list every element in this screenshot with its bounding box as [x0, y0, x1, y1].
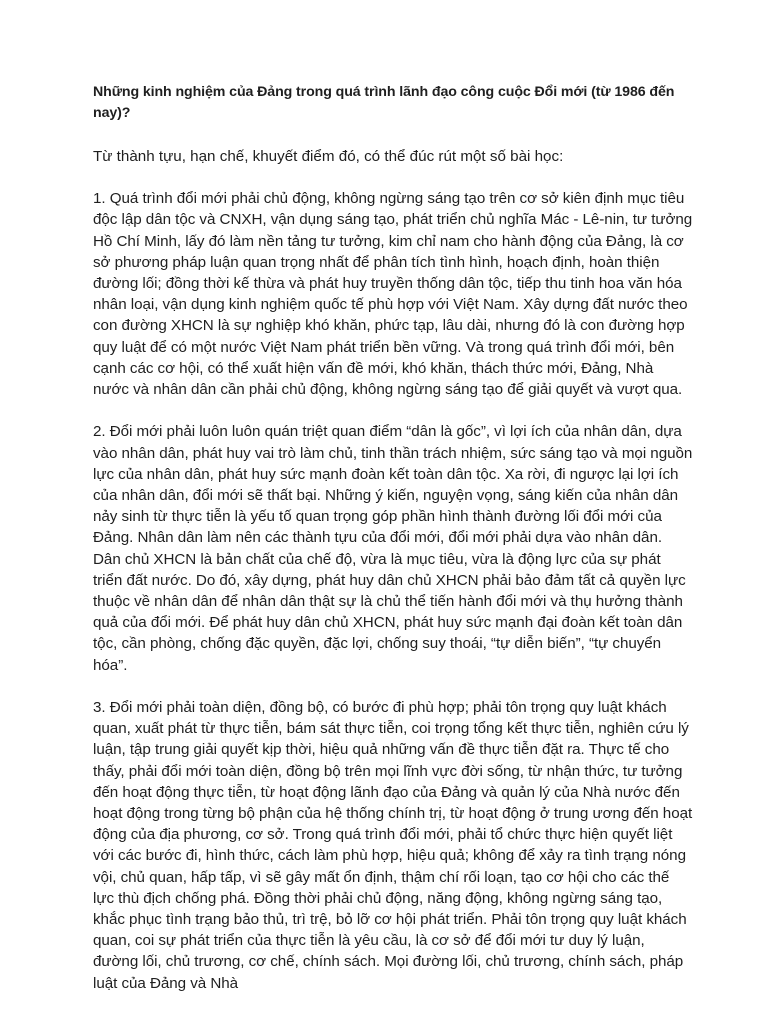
- paragraph-2: 2. Đổi mới phải luôn luôn quán triệt quan điểm “dân là gốc”, vì lợi ích của nhân dân, dựa vào nhân dân, phát huy vai trò làm chủ, tinh thần trách nhiệm, sức sáng tạo và mọi nguồn lực của nhân dân, phát huy sức mạnh đoàn kết toàn dân tộc. Xa rời, đi ngược lại lợi ích của nhân dân, đổi mới sẽ thất bại. Những ý kiến, nguyện vọng, sáng kiến của nhân dân nảy sinh từ thực tiễn là yếu tố quan trọng góp phần hình thành đường lối đổi mới của Đảng. Nhân dân làm nên các thành tựu của đổi mới, đổi mới phải dựa vào nhân dân. Dân chủ XHCN là bản chất của chế độ, vừa là mục tiêu, vừa là động lực của sự phát triển đất nước. Do đó, xây dựng, phát huy dân chủ XHCN phải bảo đảm tất cả quyền lực thuộc về nhân dân để nhân dân thật sự là chủ thể tiến hành đổi mới và thụ hưởng thành quả của đổi mới. Để phát huy dân chủ XHCN, phát huy sức mạnh đại đoàn kết toàn dân tộc, cần phòng, chống đặc quyền, đặc lợi, chống suy thoái, “tự diễn biến”, “tự chuyển hóa”.: [93, 423, 693, 674]
- document-page: [93, 82, 693, 1015]
- paragraph-3: 3. Đổi mới phải toàn diện, đồng bộ, có bước đi phù hợp; phải tôn trọng quy luật khách quan, xuất phát từ thực tiễn, bám sát thực tiễn, coi trọng tổng kết thực tiễn, nghiên cứu lý luận, tập trung giải quyết kịp thời, hiệu quả những vấn đề thực tiễn đặt ra. Thực tế cho thấy, phải đổi mới toàn diện, đồng bộ trên mọi lĩnh vực đời sống, từ nhận thức, tư tưởng đến hoạt động thực tiễn, từ hoạt động lãnh đạo của Đảng và quản lý của Nhà nước đến hoạt động trong từng bộ phận của hệ thống chính trị, từ hoạt động ở trung ương đến hoạt động của địa phương, cơ sở. Trong quá trình đổi mới, phải tổ chức thực hiện quyết liệt với các bước đi, hình thức, cách làm phù hợp, hiệu quả; không để xảy ra tình trạng nóng vội, chủ quan, hấp tấp, vì sẽ gây mất ổn định, thậm chí rối loạn, tạo cơ hội cho các thế lực thù địch chống phá. Đồng thời phải chủ động, năng động, không ngừng sáng tạo, khắc phục tình trạng bảo thủ, trì trệ, bỏ lỡ cơ hội phát triển. Phải tôn trọng quy luật khách quan, coi sự phát triển của thực tiễn là yêu cầu, là cơ sở để đổi mới tư duy lý luận, đường lối, chủ trương, cơ chế, chính sách. Mọi đường lối, chủ trương, chính sách, pháp luật của Đảng và Nhà: [93, 699, 693, 992]
- document-title: Những kinh nghiệm của Đảng trong quá trình lãnh đạo công cuộc Đổi mới (từ 1986 đến nay)?: [93, 84, 675, 121]
- document-intro: Từ thành tựu, hạn chế, khuyết điểm đó, có thể đúc rút một số bài học:: [93, 148, 564, 165]
- paragraph-1: 1. Quá trình đổi mới phải chủ động, không ngừng sáng tạo trên cơ sở kiên định mục tiêu độc lập dân tộc và CNXH, vận dụng sáng tạo, phát triển chủ nghĩa Mác - Lê-nin, tư tưởng Hồ Chí Minh, lấy đó làm nền tảng tư tưởng, kim chỉ nam cho hành động của Đảng, là cơ sở phương pháp luận quan trọng nhất để phân tích tình hình, hoạch định, hoàn thiện đường lối; đồng thời kế thừa và phát huy truyền thống dân tộc, tiếp thu tinh hoa văn hóa nhân loại, vận dụng kinh nghiệm quốc tế phù hợp với Việt Nam. Xây dựng đất nước theo con đường XHCN là sự nghiệp khó khăn, phức tạp, lâu dài, nhưng đó là con đường hợp quy luật để có một nước Việt Nam phát triển bền vững. Và trong quá trình đổi mới, bên cạnh các cơ hội, có thể xuất hiện vấn đề mới, khó khăn, thách thức mới, Đảng, Nhà nước và nhân dân cần phải chủ động, không ngừng sáng tạo để giải quyết và vượt qua.: [93, 190, 693, 399]
